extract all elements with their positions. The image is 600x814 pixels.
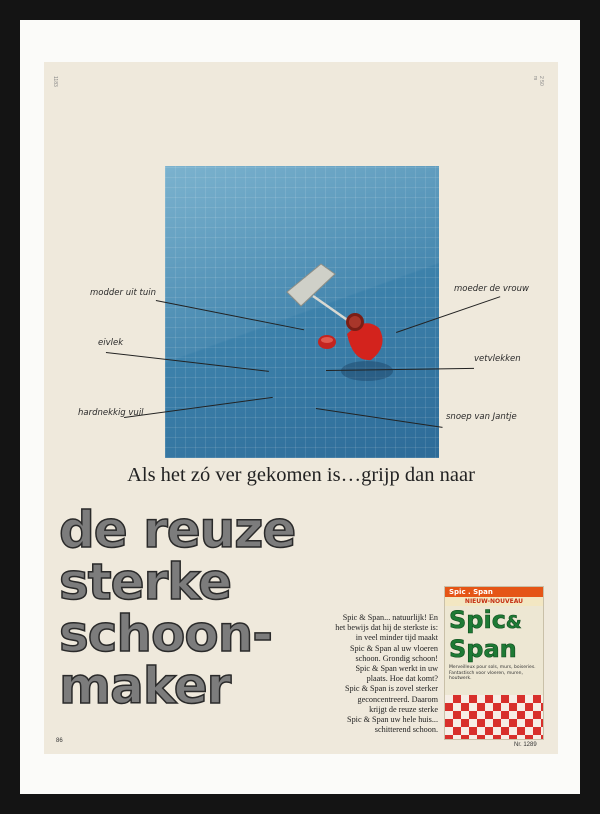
tiled-floor-photo bbox=[165, 166, 439, 458]
body-line: het bewijs dat hij de sterkste is: bbox=[335, 623, 438, 633]
slogan-line: schoon- bbox=[59, 605, 273, 663]
package-band-label: NIEUW-NOUVEAU bbox=[445, 597, 543, 606]
edge-code-left: 1183 bbox=[52, 76, 58, 87]
magazine-page bbox=[44, 62, 558, 754]
woman-mopping-illustration bbox=[165, 166, 439, 458]
checkered-floor-graphic bbox=[445, 695, 543, 739]
body-line: krijgt de reuze sterke bbox=[369, 704, 438, 714]
body-line: plaats. Hoe dat komt? bbox=[366, 674, 438, 684]
body-line: in veel minder tijd maakt bbox=[355, 633, 438, 643]
body-line: schitterend schoon. bbox=[374, 725, 438, 735]
callout-grease-stains: vetvlekken bbox=[474, 354, 521, 364]
logo-word: Spic bbox=[449, 606, 506, 634]
body-line: Spic & Span al uw vloeren bbox=[350, 643, 438, 653]
body-copy bbox=[310, 613, 438, 735]
package-tagline: Merveilleux pour sols, murs, boiseries. Fantastisch voor vloeren, muren, houtwerk. bbox=[449, 665, 536, 681]
product-package bbox=[444, 586, 544, 740]
package-top-label: Spic . Span bbox=[445, 587, 543, 597]
slogan-line: maker bbox=[59, 657, 231, 715]
body-line: geconcentreerd. Daarom bbox=[357, 694, 438, 704]
issue-number: Nr. 1289 bbox=[514, 742, 537, 748]
callout-mother: moeder de vrouw bbox=[454, 284, 529, 294]
callout-mud: modder uit tuin bbox=[90, 288, 156, 298]
logo-word: Span bbox=[449, 635, 517, 663]
slogan-line: de reuze bbox=[59, 501, 296, 559]
callout-stubborn-dirt: hardnekkig vuil bbox=[78, 408, 144, 418]
body-line: schoon. Grondig schoon! bbox=[355, 653, 438, 663]
slogan-line: sterke bbox=[59, 553, 232, 611]
callout-candy: snoep van Jantje bbox=[446, 412, 517, 422]
body-line: Spic & Span is zovel sterker bbox=[344, 684, 438, 694]
slogan bbox=[59, 501, 296, 715]
headline: Als het zó ver gekomen is…grijp dan naar bbox=[127, 464, 475, 486]
page-number: 86 bbox=[56, 738, 63, 744]
edge-code-right: 2 50 m bbox=[532, 76, 544, 86]
body-line: Spic & Span... natuurlijk! En bbox=[342, 613, 438, 622]
body-line: Spic & Span werkt in uw bbox=[355, 664, 438, 674]
package-logo bbox=[449, 607, 539, 662]
body-line: Spic & Span uw hele huis... bbox=[347, 715, 438, 725]
logo-ampersand: & bbox=[505, 612, 522, 633]
callout-egg-stain: eivlek bbox=[98, 338, 124, 348]
